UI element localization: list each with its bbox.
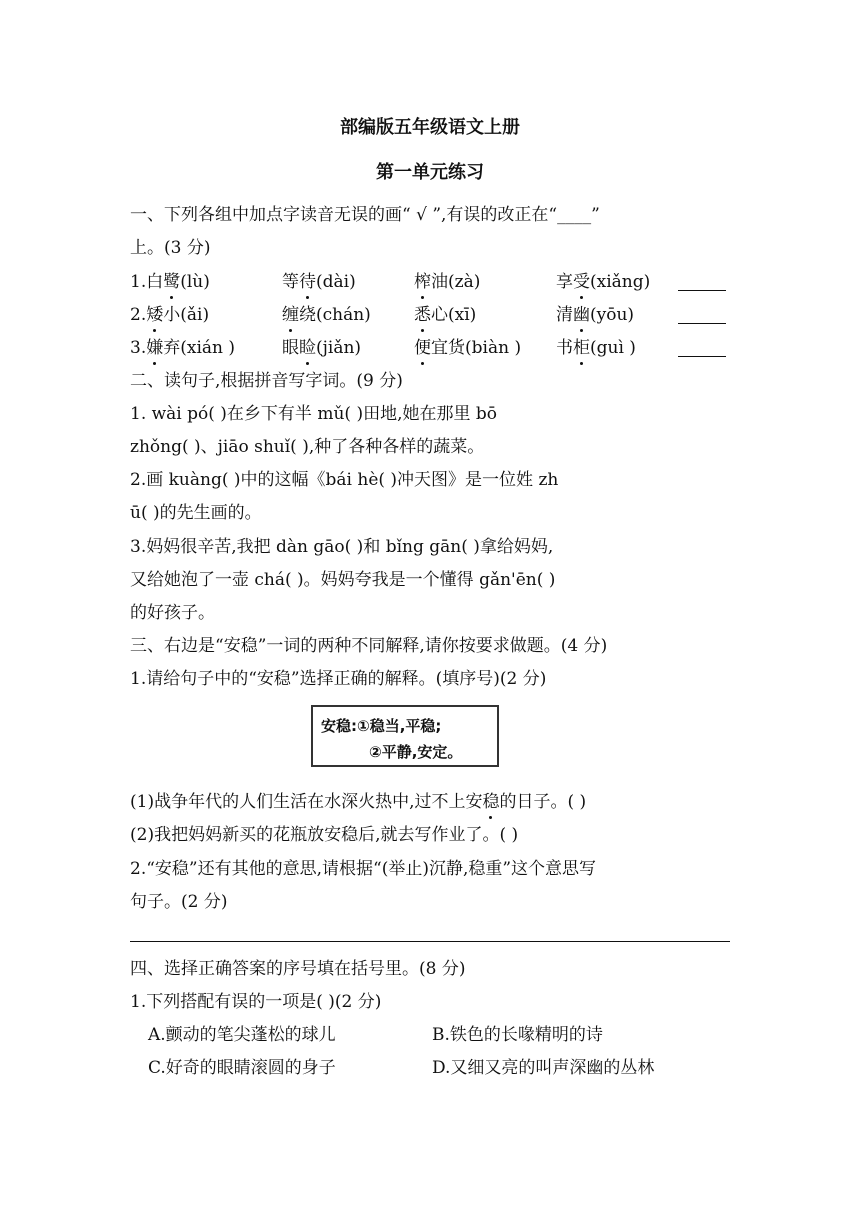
q4-subquestion-1: 1.下列搭配有误的一项是( )(2 分) [130,992,382,1012]
q2-line: ū( )的先生画的。 [130,503,262,523]
answer-line[interactable] [130,941,730,942]
q1-item: 缠绕(chán) [282,305,371,325]
q2-line: 3.妈妈很辛苦,我把 dàn gāo( )和 bǐng gān( )拿给妈妈, [130,537,554,557]
q3-subquestion-1: 1.请给句子中的“安稳”选择正确的解释。(填序号)(2 分) [130,669,547,689]
q1-item: 清幽(yōu) [556,305,635,325]
q2-heading: 二、读句子,根据拼音写字词。(9 分) [130,371,403,391]
option-c: C.好奇的眼睛滚圆的身子 [148,1058,336,1078]
q1-item: 便宜货(biàn ) [414,338,522,358]
q1-item: 眼睑(jiǎn) [282,338,362,358]
definition-2: ②平静,安定。 [369,743,463,761]
q3-sentence-1: (1)战争年代的人们生活在水深火热中,过不上安稳的日子。( ) [130,792,587,812]
q2-line: 2.画 kuàng( )中的这幅《bái hè( )冲天图》是一位姓 zh [130,470,559,490]
q1-instruction: 一、下列各组中加点字读音无误的画“ √ ”,有误的改正在“____” [130,205,600,225]
option-d: D.又细又亮的叫声深幽的丛林 [432,1058,655,1078]
q1-item: 2.矮小(ǎi) [130,305,210,325]
q1-item: 享受(xiǎng) [556,272,651,292]
q3-subquestion-2-cont: 句子。(2 分) [130,892,228,912]
q1-item: 悉心(xī) [414,305,477,325]
q2-line: 1. wài pó( )在乡下有半 mǔ( )田地,她在那里 bō [130,404,498,424]
option-b: B.铁色的长喙精明的诗 [432,1025,603,1045]
answer-blank[interactable] [678,274,726,291]
definition-box [311,705,499,767]
option-a: A.颤动的笔尖蓬松的球儿 [148,1025,336,1045]
q2-line: 又给她泡了一壶 chá( )。妈妈夸我是一个懂得 gǎn'ēn( ) [130,570,556,590]
page-title: 部编版五年级语文上册 [340,117,520,138]
q3-subquestion-2: 2.“安稳”还有其他的意思,请根据“(举止)沉静,稳重”这个意思写 [130,859,597,879]
q1-item: 书柜(guì ) [556,338,636,358]
q1-item: 等待(dài) [282,272,356,292]
q1-item: 1.白鹭(lù) [130,272,210,292]
q4-heading: 四、选择正确答案的序号填在括号里。(8 分) [130,959,466,979]
answer-blank[interactable] [678,340,726,357]
page-subtitle: 第一单元练习 [376,162,484,183]
q1-instruction-cont: 上。(3 分) [130,238,211,258]
q1-item: 3.嫌弃(xián ) [130,338,236,358]
answer-blank[interactable] [678,307,726,324]
q1-item: 榨油(zà) [414,272,481,292]
q3-heading: 三、右边是“安稳”一词的两种不同解释,请你按要求做题。(4 分) [130,636,608,656]
q2-line: 的好孩子。 [130,603,215,623]
definition-1: 安稳:①稳当,平稳; [321,717,442,735]
q3-sentence-2: (2)我把妈妈新买的花瓶放安稳后,就去写作业了。( ) [130,825,519,845]
q2-line: zhǒng( )、jiāo shuǐ( ),种了各种各样的蔬菜。 [130,437,485,457]
